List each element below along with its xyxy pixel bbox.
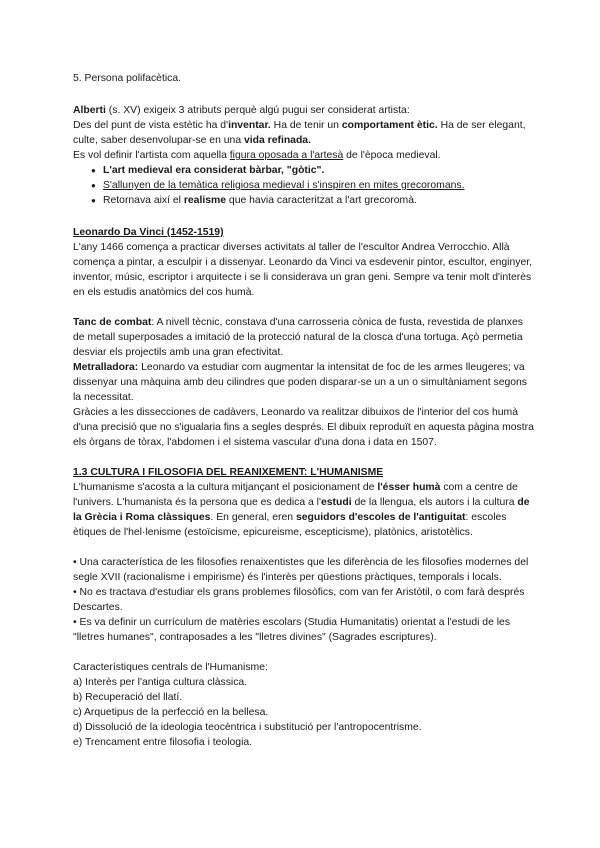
list-item: d) Dissolució de la ideologia teocèntrica i substitució per l'antropocentrisme. — [73, 722, 422, 733]
intro-line: 5. Persona polifacètica. — [73, 73, 182, 84]
tanc-paragraph: Tanc de combat: A nivell tècnic, constava d'una carrosseria cònica de fusta, revestida de planxes de metall superposades a imitació de la protecció natural de la closca d'una tortuga. Açò permetia desviar els projectils amb una gran efectivitat. — [73, 317, 523, 358]
alberti-name: Alberti — [73, 105, 106, 116]
alberti-bullet-list — [73, 163, 535, 208]
list-item: b) Recuperació del llatí. — [73, 692, 183, 703]
humanisme-point-1: • Una característica de les filosofies renaixentistes que les diferència de les filosofies modernes del segle XVII (racionalisme i empirisme) és l'interès per qüestions pràctiques, temporals i locals. — [73, 557, 529, 583]
alberti-definition: Es vol definir l'artista com aquella figura oposada a l'artesà de l'època medieval. — [73, 150, 441, 161]
disseccions-paragraph: Gràcies a les dissecciones de cadàvers, Leonardo va realitzar dibuixos de l'interior del cos humà d'una precisió que no s'igualaria fins a segles després. El dibuix reproduït en aquesta pàgina mostra els òrgans de tòrax, l'abdomen i el sistema vascular d'una dona i data en 1507. — [73, 407, 534, 448]
humanisme-point-2: • No es tractava d'estudiar els grans problemes filosòfics, com van fer Aristòtil, o com farà després Descartes. — [73, 587, 525, 613]
humanisme-heading: 1.3 CULTURA I FILOSOFIA DEL REANIXEMENT: L'HUMANISME — [73, 467, 384, 478]
leonardo-paragraph: L'any 1466 comença a practicar diverses activitats al taller de l'escultor Andrea Verrocchio. Allà comença a pintar, a esculpir i a dissenyar. Leonardo da Vinci va esdevenir pintor, escultor, enginyer, inventor, músic, escriptor i arquitecte i se li considerava un gran geni. Sempre va tenir molt d'interès en els estudis anatòmics del cos humà. — [73, 242, 533, 298]
metralladora-paragraph: Metralladora: Leonardo va estudiar com augmentar la intensitat de foc de les armes lleugeres; va dissenyar una màquina amb deu cilindres que poden disparar-se un a un o simultàniament segons la necessitat. — [73, 362, 528, 403]
document-body — [73, 71, 535, 750]
bullet-item: ● Retornava així el realisme que havia caracteritzat a l'art grecoromà. — [93, 193, 535, 208]
bullet-item: ● L'art medieval era considerat bàrbar, "gòtic". — [93, 163, 535, 178]
caracteristiques-title: Característiques centrals de l'Humanisme: — [73, 662, 268, 673]
humanisme-point-3: • Es va definir un currículum de matèries escolars (Studia Humanitatis) orientat a l'estudi de les "lletres humanes", contraposades a les "lletres divines" (Sagrades escriptures). — [73, 617, 511, 643]
leonardo-heading: Leonardo Da Vinci (1452-1519) — [73, 227, 224, 238]
list-item: e) Trencament entre filosofia i teologia. — [73, 737, 253, 748]
alberti-intro: Alberti (s. XV) exigeix 3 atributs perquè algú pugui ser considerat artista: — [73, 105, 410, 116]
alberti-attributes: Des del punt de vista estètic ha d'inventar. Ha de tenir un comportament ètic. Ha de ser elegant, culte, saber desenvolupar-se en una vida refinada. — [73, 120, 526, 146]
list-item: c) Arquetipus de la perfecció en la bellesa. — [73, 707, 269, 718]
bullet-item: ● S'allunyen de la temàtica religiosa medieval i s'inspiren en mites grecoromans. — [93, 178, 535, 193]
list-item: a) Interès per l'antiga cultura clàssica. — [73, 677, 248, 688]
humanisme-paragraph: L'humanisme s'acosta a la cultura mitjançant el posicionament de l'ésser humà com a centre de l'univers. L'humanista és la persona que es dedica a l'estudi de la llengua, els autors i la cultura de la Grècia i Roma clàssiques. En general, eren seguidors d'escoles de l'antiguitat: escoles ètiques de l'hel·lenisme (estoïcisme, epicureisme, escepticisme), platònics, aristotèlics. — [73, 482, 530, 538]
